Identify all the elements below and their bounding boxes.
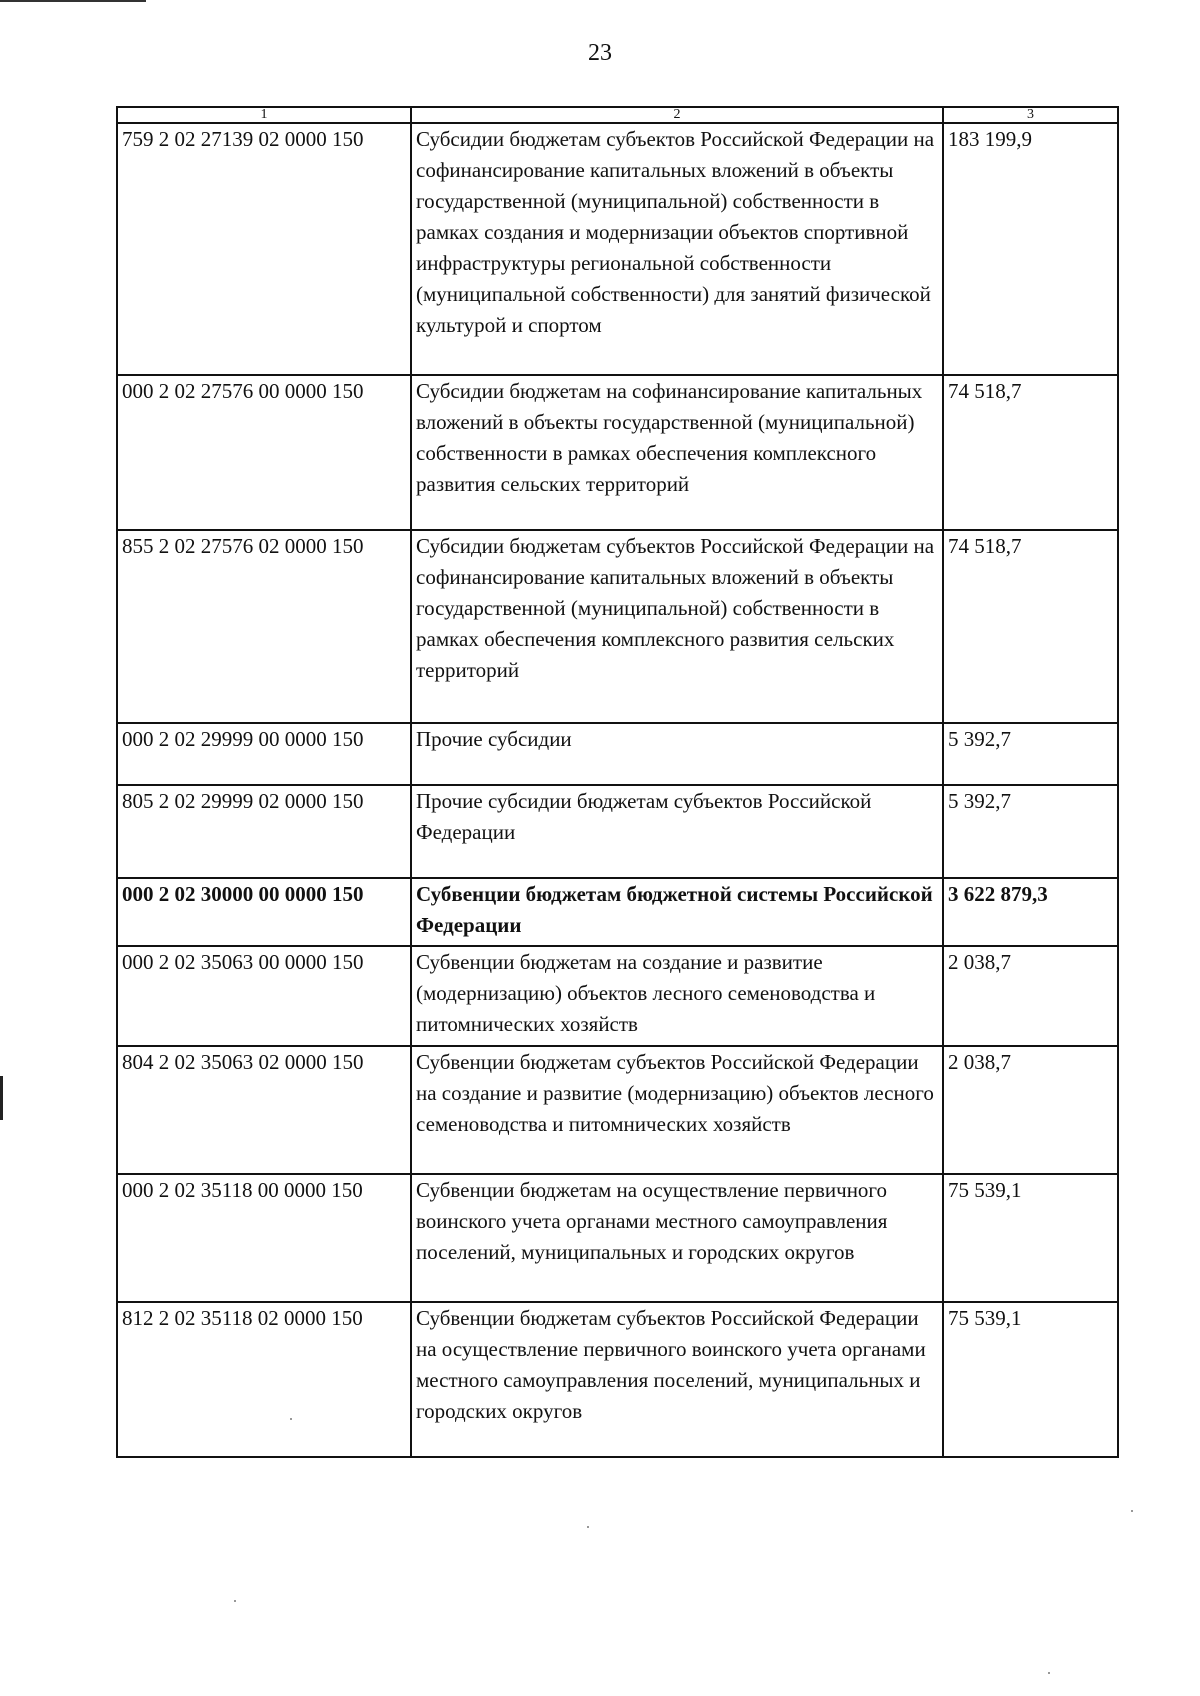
table-row	[117, 1302, 1118, 1457]
table-row	[117, 530, 1118, 723]
budget-code-cell: 812 2 02 35118 02 0000 150	[117, 1302, 411, 1457]
revenue-name-cell: Субвенции бюджетам на осуществление первичного воинского учета органами местного самоуправления поселений, муниципальных и городских округов	[411, 1174, 943, 1302]
budget-revenue-table	[116, 106, 1119, 1458]
amount-cell: 5 392,7	[943, 785, 1118, 878]
scan-speck	[234, 1600, 236, 1602]
table-row	[117, 785, 1118, 878]
budget-code-cell: 805 2 02 29999 02 0000 150	[117, 785, 411, 878]
budget-code-cell: 000 2 02 30000 00 0000 150	[117, 878, 411, 946]
revenue-name-cell: Субвенции бюджетам субъектов Российской Федерации на осуществление первичного воинского учета органами местного самоуправления поселений, муниципальных и городских округов	[411, 1302, 943, 1457]
column-number-row	[117, 107, 1118, 123]
amount-cell: 74 518,7	[943, 530, 1118, 723]
table-row	[117, 723, 1118, 785]
budget-code-cell: 804 2 02 35063 02 0000 150	[117, 1046, 411, 1174]
amount-cell: 2 038,7	[943, 1046, 1118, 1174]
amount-cell: 75 539,1	[943, 1302, 1118, 1457]
budget-code-cell: 000 2 02 29999 00 0000 150	[117, 723, 411, 785]
amount-cell: 75 539,1	[943, 1174, 1118, 1302]
column-header-name: 2	[411, 107, 943, 123]
table-row	[117, 1046, 1118, 1174]
revenue-name-cell: Субсидии бюджетам на софинансирование капитальных вложений в объекты государственной (муниципальной) собственности в рамках обеспечения комплексного развития сельских территорий	[411, 375, 943, 530]
revenue-name-cell: Субсидии бюджетам субъектов Российской Федерации на софинансирование капитальных вложений в объекты государственной (муниципальной) собственности в рамках обеспечения комплексного развития сельских территорий	[411, 530, 943, 723]
amount-cell: 3 622 879,3	[943, 878, 1118, 946]
budget-code-cell: 000 2 02 35063 00 0000 150	[117, 946, 411, 1046]
page-number: 23	[588, 40, 612, 66]
table-row	[117, 375, 1118, 530]
scan-speck	[587, 1526, 589, 1528]
table-row	[117, 946, 1118, 1046]
table-row	[117, 878, 1118, 946]
top-rule	[0, 0, 146, 2]
budget-code-cell: 759 2 02 27139 02 0000 150	[117, 123, 411, 375]
column-header-amount: 3	[943, 107, 1118, 123]
amount-cell: 2 038,7	[943, 946, 1118, 1046]
budget-code-cell: 855 2 02 27576 02 0000 150	[117, 530, 411, 723]
revenue-name-cell: Субвенции бюджетам на создание и развитие (модернизацию) объектов лесного семеноводства и питомнических хозяйств	[411, 946, 943, 1046]
column-header-code: 1	[117, 107, 411, 123]
table-row	[117, 1174, 1118, 1302]
amount-cell: 74 518,7	[943, 375, 1118, 530]
revenue-name-cell: Прочие субсидии бюджетам субъектов Российской Федерации	[411, 785, 943, 878]
amount-cell: 5 392,7	[943, 723, 1118, 785]
scan-edge-mark	[0, 1076, 3, 1120]
budget-code-cell: 000 2 02 27576 00 0000 150	[117, 375, 411, 530]
revenue-name-cell: Субвенции бюджетам бюджетной системы Российской Федерации	[411, 878, 943, 946]
revenue-name-cell: Прочие субсидии	[411, 723, 943, 785]
revenue-name-cell: Субсидии бюджетам субъектов Российской Федерации на софинансирование капитальных вложений в объекты государственной (муниципальной) собственности в рамках создания и модернизации объектов спортивной инфраструктуры региональной собственности (муниципальной собственности) для занятий физической культурой и спортом	[411, 123, 943, 375]
scan-speck	[290, 1418, 292, 1420]
amount-cell: 183 199,9	[943, 123, 1118, 375]
table-row	[117, 123, 1118, 375]
scan-speck	[1131, 1510, 1133, 1512]
scan-speck	[1048, 1672, 1050, 1674]
revenue-name-cell: Субвенции бюджетам субъектов Российской Федерации на создание и развитие (модернизацию) объектов лесного семеноводства и питомнических хозяйств	[411, 1046, 943, 1174]
budget-code-cell: 000 2 02 35118 00 0000 150	[117, 1174, 411, 1302]
